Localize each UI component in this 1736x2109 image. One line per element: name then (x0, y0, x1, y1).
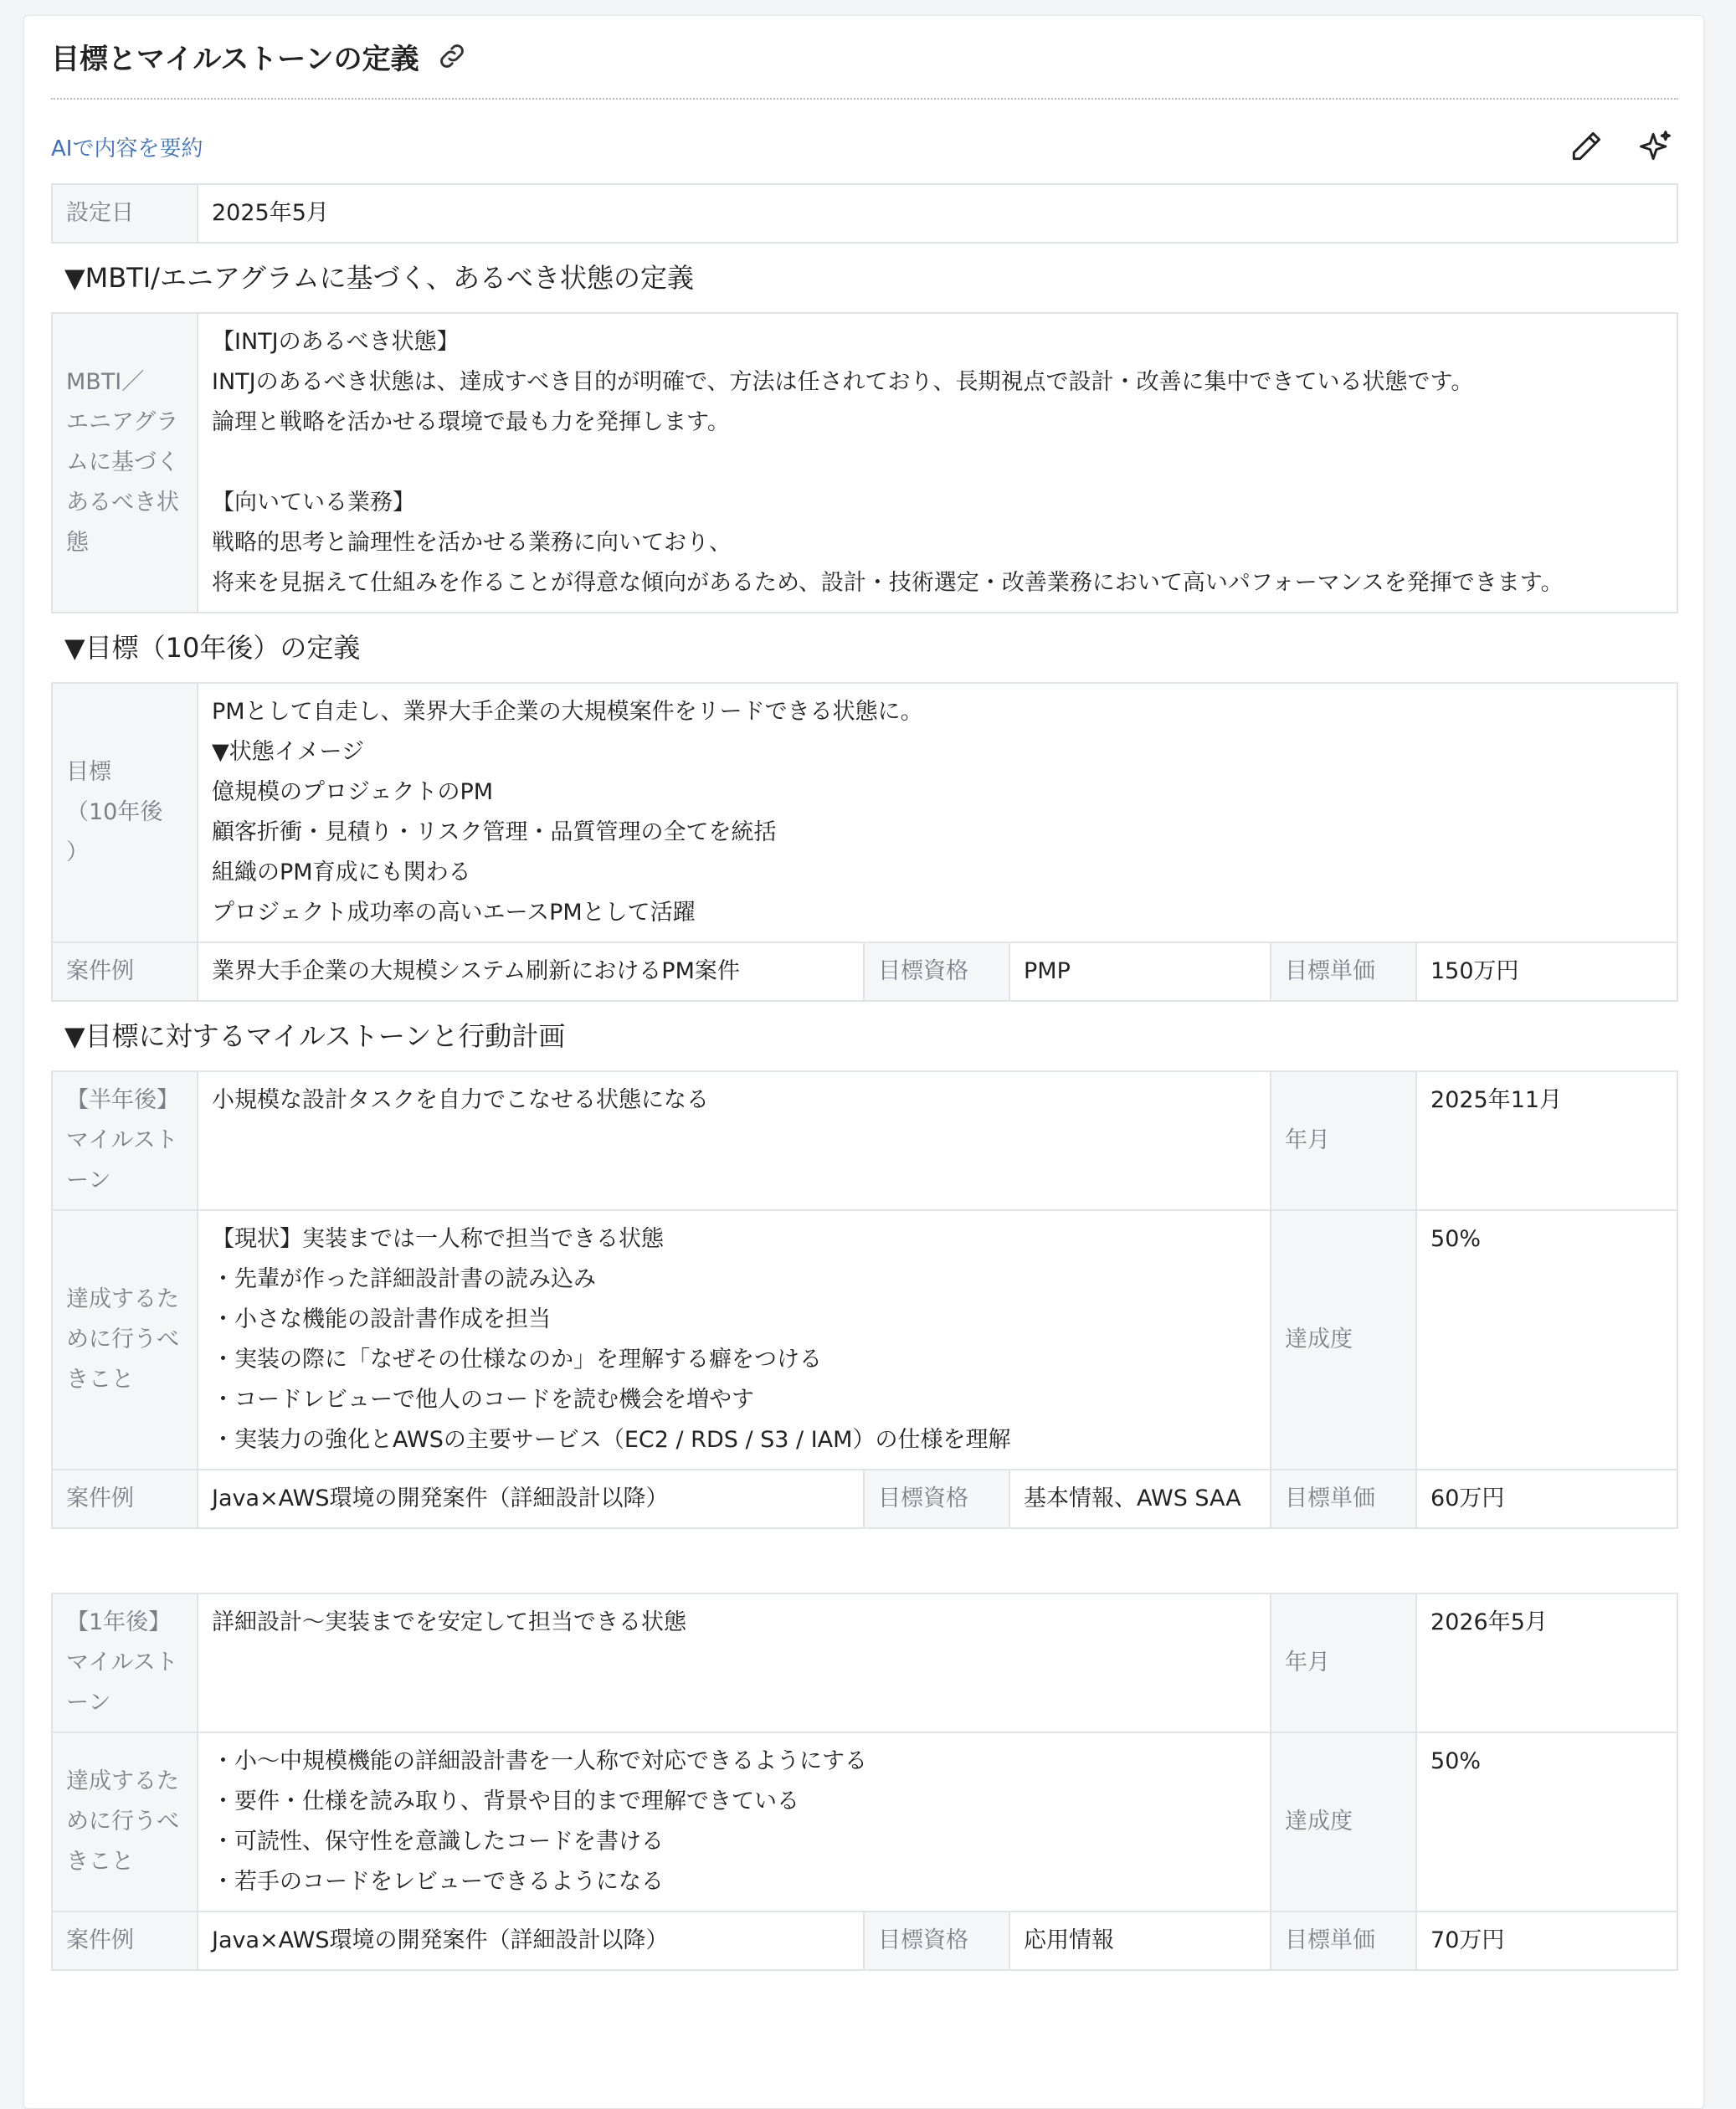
milestone-progress-value: 50% (1416, 1732, 1677, 1911)
goal-price-value: 150万円 (1416, 942, 1677, 1001)
milestone-qual-label: 目標資格 (864, 1470, 1009, 1528)
setting-date-label: 設定日 (52, 184, 198, 243)
goal-qual-label: 目標資格 (864, 942, 1009, 1001)
setting-table (51, 183, 1678, 244)
table-row (52, 1593, 1677, 1732)
goal-price-label: 目標単価 (1271, 942, 1416, 1001)
content-card (23, 15, 1704, 2109)
milestone-price-value: 70万円 (1416, 1911, 1677, 1970)
milestone-content: 小規模な設計タスクを自力でこなせる状態になる (198, 1071, 1271, 1210)
milestone-price-label: 目標単価 (1271, 1470, 1416, 1528)
milestone-action-content: ・小～中規模機能の詳細設計書を一人称で対応できるようにする ・要件・仕様を読み取り、背景や目的まで理解できている ・可読性、保守性を意識したコードを書ける ・若手のコードをレビューできるようになる (198, 1732, 1271, 1911)
table-row (52, 184, 1677, 243)
mbti-label: MBTI／ エニアグラ ムに基づく あるべき状 態 (52, 313, 198, 613)
milestone-price-value: 60万円 (1416, 1470, 1677, 1528)
mbti-content: 【INTJのあるべき状態】 INTJのあるべき状態は、達成すべき目的が明確で、方法は任されており、長期視点で設計・改善に集中できている状態です。 論理と戦略を活かせる環境で最も力を発揮します。 【向いている業務】 戦略的思考と論理性を活かせる業務に向いており、 将来を見据えて仕組みを作ることが得意な傾向があるため、設計・技術選定・改善業務において高いパフォーマンスを発揮できます。 (198, 313, 1677, 613)
mbti-table (51, 312, 1678, 613)
milestone-label: 【1年後】 マイルスト ーン (52, 1593, 198, 1732)
milestone-table (51, 1070, 1678, 1529)
milestone-date-label: 年月 (1271, 1071, 1416, 1210)
table-row (52, 1911, 1677, 1970)
table-row (52, 942, 1677, 1001)
table-row (52, 1210, 1677, 1470)
sparkle-icon[interactable] (1636, 128, 1673, 165)
goal-heading: ▼目標（10年後）の定義 (64, 632, 361, 664)
milestone-qual-value: 基本情報、AWS SAA (1009, 1470, 1271, 1528)
setting-date-value: 2025年5月 (198, 184, 1677, 243)
ai-summary-link[interactable]: AIで内容を要約 (51, 136, 203, 162)
milestone-action-label: 達成するた めに行うべ きこと (52, 1732, 198, 1911)
goal-label: 目標 （10年後 ） (52, 683, 198, 942)
milestone-spacer (51, 1529, 1678, 1593)
goal-case-value: 業界大手企業の大規模システム刷新におけるPM案件 (198, 942, 864, 1001)
table-row (52, 1071, 1677, 1210)
milestone-date-value: 2026年5月 (1416, 1593, 1677, 1732)
milestone-case-label: 案件例 (52, 1911, 198, 1970)
milestone-table (51, 1593, 1678, 1971)
milestone-progress-value: 50% (1416, 1210, 1677, 1470)
table-row (52, 1732, 1677, 1911)
milestone-content: 詳細設計～実装までを安定して担当できる状態 (198, 1593, 1271, 1732)
milestone-progress-label: 達成度 (1271, 1210, 1416, 1470)
milestone-case-label: 案件例 (52, 1470, 198, 1528)
milestone-date-label: 年月 (1271, 1593, 1416, 1732)
milestone-case-value: Java×AWS環境の開発案件（詳細設計以降） (198, 1911, 864, 1970)
milestone-case-value: Java×AWS環境の開発案件（詳細設計以降） (198, 1470, 864, 1528)
content-inner (51, 38, 1678, 1971)
table-row (52, 313, 1677, 613)
action-row (51, 121, 1678, 172)
milestone-label: 【半年後】 マイルスト ーン (52, 1071, 198, 1210)
goal-content: PMとして自走し、業界大手企業の大規模案件をリードできる状態に。 ▼状態イメージ 億規模のプロジェクトのPM 顧客折衝・見積り・リスク管理・品質管理の全てを統括 組織のPM育成にも関わる プロジェクト成功率の高いエースPMとして活躍 (198, 683, 1677, 942)
milestone-qual-label: 目標資格 (864, 1911, 1009, 1970)
milestones-heading: ▼目標に対するマイルストーンと行動計画 (64, 1020, 566, 1052)
milestone-progress-label: 達成度 (1271, 1732, 1416, 1911)
milestone-action-content: 【現状】実装までは一人称で担当できる状態 ・先輩が作った詳細設計書の読み込み ・小さな機能の設計書作成を担当 ・実装の際に「なぜその仕様なのか」を理解する癖をつける ・コードレビューで他人のコードを読む機会を増やす ・実装力の強化とAWSの主要サービス（EC2 / RDS / S3 / IAM）の仕様を理解 (198, 1210, 1271, 1470)
mbti-heading: ▼MBTI/エニアグラムに基づく、あるべき状態の定義 (64, 262, 695, 294)
goal-case-label: 案件例 (52, 942, 198, 1001)
milestone-date-value: 2025年11月 (1416, 1071, 1677, 1210)
table-row (52, 683, 1677, 942)
goal-qual-value: PMP (1009, 942, 1271, 1001)
page-title: 目標とマイルストーンの定義 (51, 42, 419, 76)
milestone-action-label: 達成するた めに行うべ きこと (52, 1210, 198, 1470)
title-row (51, 38, 1678, 74)
pencil-icon[interactable] (1568, 128, 1605, 165)
title-divider (51, 98, 1678, 100)
goal-table (51, 682, 1678, 1002)
milestone-price-label: 目標単価 (1271, 1911, 1416, 1970)
link-icon[interactable] (436, 40, 468, 72)
milestone-qual-value: 応用情報 (1009, 1911, 1271, 1970)
table-row (52, 1470, 1677, 1528)
action-icons (1568, 128, 1673, 165)
